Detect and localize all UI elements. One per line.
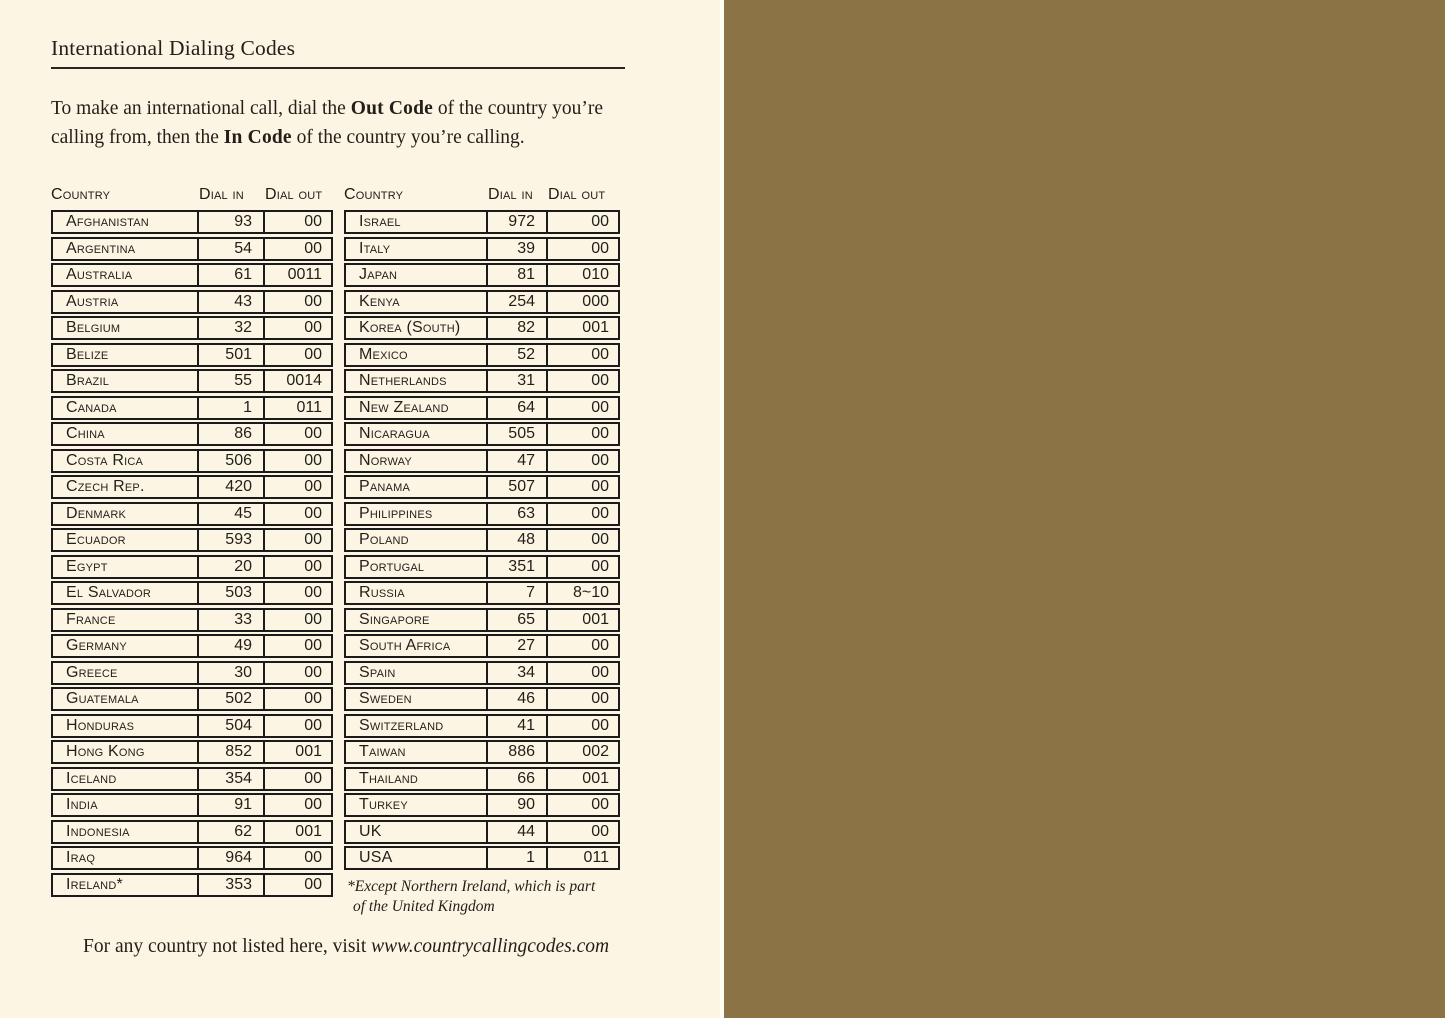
table-row	[344, 210, 620, 234]
dial-out-cell: 00	[263, 795, 333, 815]
dial-out-cell: 00	[263, 292, 333, 312]
table-row	[344, 528, 620, 552]
dial-in-cell: 27	[486, 636, 546, 656]
dial-out-cell: 00	[263, 875, 333, 895]
country-column-header: Country	[344, 186, 404, 203]
table-row	[51, 422, 333, 446]
footer-note	[83, 936, 609, 958]
country-cell: Philippines	[359, 504, 433, 522]
dial-out-cell: 00	[546, 663, 620, 683]
country-cell: Iceland	[66, 769, 117, 787]
table-row	[344, 263, 620, 287]
ireland-footnote: *Except Northern Ireland, which is part of the United Kingdom	[347, 878, 596, 915]
country-cell: Sweden	[359, 690, 412, 707]
dial-out-cell: 00	[263, 451, 333, 471]
country-cell: Iraq	[66, 849, 96, 866]
country-cell: Singapore	[359, 610, 430, 628]
dial-out-cell: 00	[263, 583, 333, 603]
country-cell: India	[66, 796, 98, 813]
dial-in-cell: 504	[197, 716, 263, 736]
table-row	[51, 661, 333, 685]
table-row	[51, 210, 333, 234]
country-cell: Mexico	[359, 345, 408, 363]
table-row	[344, 316, 620, 340]
dial-out-cell: 010	[546, 265, 620, 285]
dial-in-cell: 503	[197, 583, 263, 603]
country-cell: Netherlands	[359, 372, 447, 389]
table-row	[51, 687, 333, 711]
country-cell: Belize	[66, 345, 109, 363]
dial-out-cell: 00	[546, 371, 620, 391]
country-cell: Portugal	[359, 557, 425, 575]
country-cell: Italy	[359, 239, 391, 257]
dial-out-cell: 0011	[263, 265, 333, 285]
table-row	[51, 502, 333, 526]
dial-out-cell: 00	[263, 557, 333, 577]
dial-in-cell: 593	[197, 530, 263, 550]
dial-out-cell: 00	[546, 345, 620, 365]
table-row	[344, 581, 620, 605]
table-row	[344, 237, 620, 261]
dial-out-cell: 00	[546, 477, 620, 497]
dialing-codes-table-left	[51, 210, 333, 899]
table-row	[51, 846, 333, 870]
dial-in-cell: 501	[197, 345, 263, 365]
dial-out-cell: 00	[263, 212, 333, 232]
dial-in-cell: 7	[486, 583, 546, 603]
dial-in-cell: 61	[197, 265, 263, 285]
dial-out-cell: 00	[546, 504, 620, 524]
dial-in-column-header: Dial in	[488, 186, 533, 203]
dial-in-cell: 82	[486, 318, 546, 338]
dial-in-cell: 54	[197, 239, 263, 259]
dial-in-cell: 81	[486, 265, 546, 285]
dial-in-cell: 43	[197, 292, 263, 312]
dial-in-cell: 886	[486, 742, 546, 762]
dial-in-cell: 48	[486, 530, 546, 550]
dial-in-cell: 972	[486, 212, 546, 232]
dial-out-cell: 00	[546, 424, 620, 444]
dial-in-cell: 66	[486, 769, 546, 789]
country-cell: Nicaragua	[359, 425, 430, 442]
intro-bold-in-code: In Code	[223, 127, 292, 148]
dial-out-cell: 00	[546, 530, 620, 550]
dial-out-cell: 000	[546, 292, 620, 312]
table-row	[51, 316, 333, 340]
dial-in-cell: 46	[486, 689, 546, 709]
dial-out-cell: 00	[263, 689, 333, 709]
dial-in-cell: 354	[197, 769, 263, 789]
dial-in-cell: 55	[197, 371, 263, 391]
dial-in-cell: 45	[197, 504, 263, 524]
table-row	[344, 793, 620, 817]
dial-out-cell: 00	[263, 848, 333, 868]
dial-out-cell: 011	[546, 848, 620, 868]
table-row	[344, 661, 620, 685]
dial-out-cell: 00	[263, 477, 333, 497]
dial-out-cell: 001	[263, 742, 333, 762]
dial-in-cell: 63	[486, 504, 546, 524]
dial-in-cell: 44	[486, 822, 546, 842]
footer-text: For any country not listed here, visit	[83, 936, 372, 957]
table-row	[51, 369, 333, 393]
dial-in-cell: 34	[486, 663, 546, 683]
dial-in-cell: 39	[486, 239, 546, 259]
country-cell: Norway	[359, 451, 412, 469]
country-cell: Turkey	[359, 796, 408, 813]
table-row	[51, 820, 333, 844]
intro-text-3: of the country you’re calling.	[291, 127, 525, 148]
table-header-right	[344, 186, 620, 204]
dial-out-cell: 00	[263, 716, 333, 736]
dial-in-cell: 64	[486, 398, 546, 418]
country-cell: Canada	[66, 398, 117, 416]
dial-in-cell: 90	[486, 795, 546, 815]
country-cell: Poland	[359, 531, 409, 548]
dial-out-cell: 001	[546, 769, 620, 789]
table-row	[51, 555, 333, 579]
dial-in-cell: 32	[197, 318, 263, 338]
table-row	[51, 793, 333, 817]
country-cell: Korea (South)	[359, 319, 461, 336]
intro-paragraph	[51, 94, 621, 153]
dial-out-column-header: Dial out	[548, 186, 606, 203]
dial-in-cell: 20	[197, 557, 263, 577]
country-cell: Afghanistan	[66, 213, 149, 230]
footer-url: www.countrycallingcodes.com	[371, 936, 610, 957]
country-cell: Costa Rica	[66, 451, 144, 469]
dial-out-cell: 00	[263, 530, 333, 550]
dial-out-cell: 00	[263, 318, 333, 338]
country-cell: Australia	[66, 266, 133, 283]
dial-out-cell: 00	[263, 504, 333, 524]
country-cell: New Zealand	[359, 398, 449, 416]
dial-in-cell: 62	[197, 822, 263, 842]
country-cell: UK	[359, 822, 382, 840]
dial-in-cell: 420	[197, 477, 263, 497]
country-cell: Greece	[66, 663, 118, 681]
dial-in-cell: 353	[197, 875, 263, 895]
country-cell: USA	[359, 849, 393, 866]
dial-out-column-header: Dial out	[265, 186, 323, 203]
table-row	[51, 343, 333, 367]
table-row	[51, 263, 333, 287]
dial-in-cell: 93	[197, 212, 263, 232]
table-row	[344, 475, 620, 499]
table-row	[344, 687, 620, 711]
table-row	[51, 767, 333, 791]
country-cell: Ireland*	[66, 875, 123, 893]
table-row	[51, 396, 333, 420]
dial-in-cell: 505	[486, 424, 546, 444]
country-cell: Switzerland	[359, 716, 444, 734]
intro-text-1: To make an international call, dial the	[51, 97, 351, 119]
country-cell: Brazil	[66, 372, 110, 389]
dial-out-cell: 00	[546, 689, 620, 709]
table-row	[51, 634, 333, 658]
country-cell: Panama	[359, 478, 410, 495]
dial-in-cell: 86	[197, 424, 263, 444]
table-row	[51, 528, 333, 552]
table-row	[344, 422, 620, 446]
country-cell: Denmark	[66, 504, 127, 522]
country-cell: China	[66, 425, 105, 442]
dial-in-cell: 91	[197, 795, 263, 815]
dial-in-cell: 1	[486, 848, 546, 868]
table-row	[344, 740, 620, 764]
dial-in-cell: 351	[486, 557, 546, 577]
table-row	[344, 449, 620, 473]
table-row	[51, 740, 333, 764]
dial-out-cell: 00	[546, 716, 620, 736]
intro-text-2: of the country you’re calling from, then the	[51, 97, 604, 148]
dial-in-cell: 507	[486, 477, 546, 497]
dial-in-cell: 1	[197, 398, 263, 418]
table-row	[51, 290, 333, 314]
table-row	[344, 634, 620, 658]
dial-out-cell: 00	[546, 212, 620, 232]
dial-in-cell: 502	[197, 689, 263, 709]
table-row	[51, 237, 333, 261]
table-row	[344, 820, 620, 844]
table-row	[51, 714, 333, 738]
dial-out-cell: 00	[546, 636, 620, 656]
dial-out-cell: 00	[263, 239, 333, 259]
dial-in-column-header: Dial in	[199, 186, 244, 203]
country-cell: Israel	[359, 213, 401, 230]
dial-out-cell: 00	[546, 557, 620, 577]
country-cell: Guatemala	[66, 690, 139, 707]
table-header-left	[51, 186, 333, 204]
page-title: International Dialing Codes	[51, 36, 625, 69]
dial-out-cell: 011	[263, 398, 333, 418]
country-cell: South Africa	[359, 637, 451, 654]
country-cell: Kenya	[359, 292, 400, 310]
dial-out-cell: 00	[546, 239, 620, 259]
table-row	[344, 608, 620, 632]
dial-in-cell: 52	[486, 345, 546, 365]
dial-in-cell: 49	[197, 636, 263, 656]
country-cell: Indonesia	[66, 822, 130, 840]
table-row	[51, 608, 333, 632]
dial-out-cell: 00	[546, 451, 620, 471]
table-row	[344, 369, 620, 393]
dial-out-cell: 00	[263, 424, 333, 444]
dial-in-cell: 65	[486, 610, 546, 630]
country-column-header: Country	[51, 186, 111, 203]
dial-out-cell: 001	[263, 822, 333, 842]
dial-out-cell: 8~10	[546, 583, 620, 603]
table-row	[51, 449, 333, 473]
dial-out-cell: 00	[263, 345, 333, 365]
table-row	[344, 555, 620, 579]
table-row	[344, 343, 620, 367]
dial-in-cell: 33	[197, 610, 263, 630]
table-row	[51, 873, 333, 897]
country-cell: Czech Rep.	[66, 478, 145, 495]
country-cell: Thailand	[359, 769, 419, 787]
country-cell: El Salvador	[66, 584, 152, 601]
table-row	[344, 396, 620, 420]
dial-in-cell: 852	[197, 742, 263, 762]
dial-in-cell: 254	[486, 292, 546, 312]
country-cell: Spain	[359, 663, 396, 681]
country-cell: Hong Kong	[66, 743, 145, 760]
dial-out-cell: 00	[263, 769, 333, 789]
table-row	[51, 475, 333, 499]
country-cell: Japan	[359, 266, 398, 283]
dial-out-cell: 0014	[263, 371, 333, 391]
dial-out-cell: 00	[263, 636, 333, 656]
dial-in-cell: 47	[486, 451, 546, 471]
dial-out-cell: 00	[546, 398, 620, 418]
country-cell: Austria	[66, 292, 119, 310]
dial-out-cell: 001	[546, 318, 620, 338]
country-cell: Honduras	[66, 716, 135, 734]
country-cell: Belgium	[66, 319, 121, 336]
dial-in-cell: 964	[197, 848, 263, 868]
book-cover	[724, 0, 1445, 1018]
dial-out-cell: 002	[546, 742, 620, 762]
country-cell: Russia	[359, 584, 405, 601]
intro-bold-out-code: Out Code	[350, 97, 434, 119]
country-cell: Argentina	[66, 239, 136, 257]
dial-in-cell: 506	[197, 451, 263, 471]
table-row	[344, 846, 620, 870]
country-cell: Ecuador	[66, 531, 126, 548]
dial-in-cell: 31	[486, 371, 546, 391]
country-cell: Taiwan	[359, 743, 406, 760]
table-row	[344, 502, 620, 526]
country-cell: France	[66, 610, 116, 628]
dial-out-cell: 00	[263, 610, 333, 630]
table-row	[344, 290, 620, 314]
dial-in-cell: 41	[486, 716, 546, 736]
dial-out-cell: 00	[546, 795, 620, 815]
dialing-codes-table-right	[344, 210, 620, 873]
table-row	[344, 714, 620, 738]
dial-out-cell: 001	[546, 610, 620, 630]
table-row	[51, 581, 333, 605]
dial-out-cell: 00	[263, 663, 333, 683]
dial-out-cell: 00	[546, 822, 620, 842]
country-cell: Germany	[66, 637, 127, 654]
dial-in-cell: 30	[197, 663, 263, 683]
country-cell: Egypt	[66, 557, 108, 575]
table-row	[344, 767, 620, 791]
